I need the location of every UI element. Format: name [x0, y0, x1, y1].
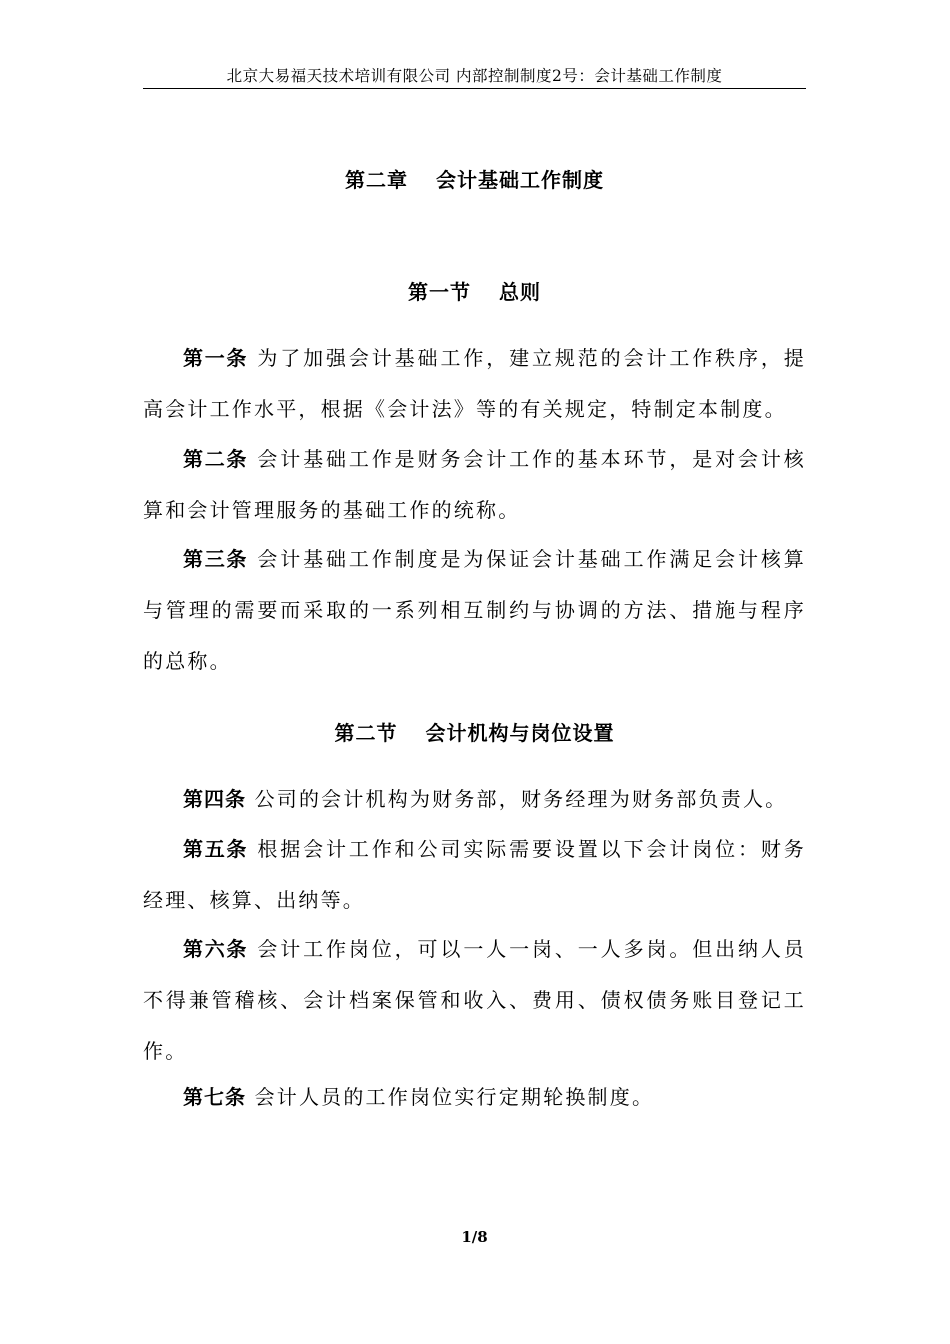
- article-2: [143, 434, 806, 536]
- article-5: [143, 824, 806, 926]
- article-text: 会计基础工作制度是为保证会计基础工作满足会计核算与管理的需要而采取的一系列相互制约与协调的方法、措施与程序的总称。: [143, 547, 806, 673]
- page-current: 1: [461, 1228, 472, 1246]
- chapter-label: 第二章: [345, 168, 408, 192]
- article-text: 会计人员的工作岗位实行定期轮换制度。: [254, 1085, 655, 1109]
- article-text: 公司的会计机构为财务部，财务经理为财务部负责人。: [254, 787, 788, 811]
- section-heading-1: [143, 276, 806, 305]
- header-rule: [143, 88, 806, 89]
- page-separator: /: [471, 1228, 478, 1246]
- article-label: 第二条: [183, 447, 249, 471]
- article-text: 会计工作岗位，可以一人一岗、一人多岗。但出纳人员不得兼管稽核、会计档案保管和收入、费用、债权债务账目登记工作。: [143, 937, 806, 1063]
- page-total: 8: [477, 1228, 488, 1246]
- article-3: [143, 534, 806, 687]
- article-label: 第一条: [183, 346, 249, 370]
- section-title: 总则: [499, 280, 541, 304]
- article-label: 第三条: [183, 547, 249, 571]
- article-text: 根据会计工作和公司实际需要设置以下会计岗位：财务经理、核算、出纳等。: [143, 837, 806, 912]
- article-4: [143, 774, 806, 825]
- article-text: 为了加强会计基础工作，建立规范的会计工作秩序，提高会计工作水平，根据《会计法》等的有关规定，特制定本制度。: [143, 346, 806, 421]
- article-6: [143, 924, 806, 1077]
- chapter-title: 会计基础工作制度: [436, 168, 604, 192]
- article-1: [143, 333, 806, 435]
- page-number: [143, 1228, 806, 1246]
- section-label: 第一节: [408, 280, 471, 304]
- article-label: 第七条: [183, 1085, 246, 1109]
- section-label: 第二节: [334, 721, 398, 745]
- chapter-heading: [143, 164, 806, 193]
- article-label: 第四条: [183, 787, 246, 811]
- section-heading-2: [143, 717, 806, 746]
- running-header: 北京大易福天技术培训有限公司 内部控制制度2号：会计基础工作制度: [226, 67, 723, 85]
- section-title: 会计机构与岗位设置: [425, 721, 615, 745]
- article-label: 第六条: [183, 937, 249, 961]
- article-7: [143, 1072, 806, 1123]
- article-text: 会计基础工作是财务会计工作的基本环节，是对会计核算和会计管理服务的基础工作的统称。: [143, 447, 806, 522]
- article-label: 第五条: [183, 837, 249, 861]
